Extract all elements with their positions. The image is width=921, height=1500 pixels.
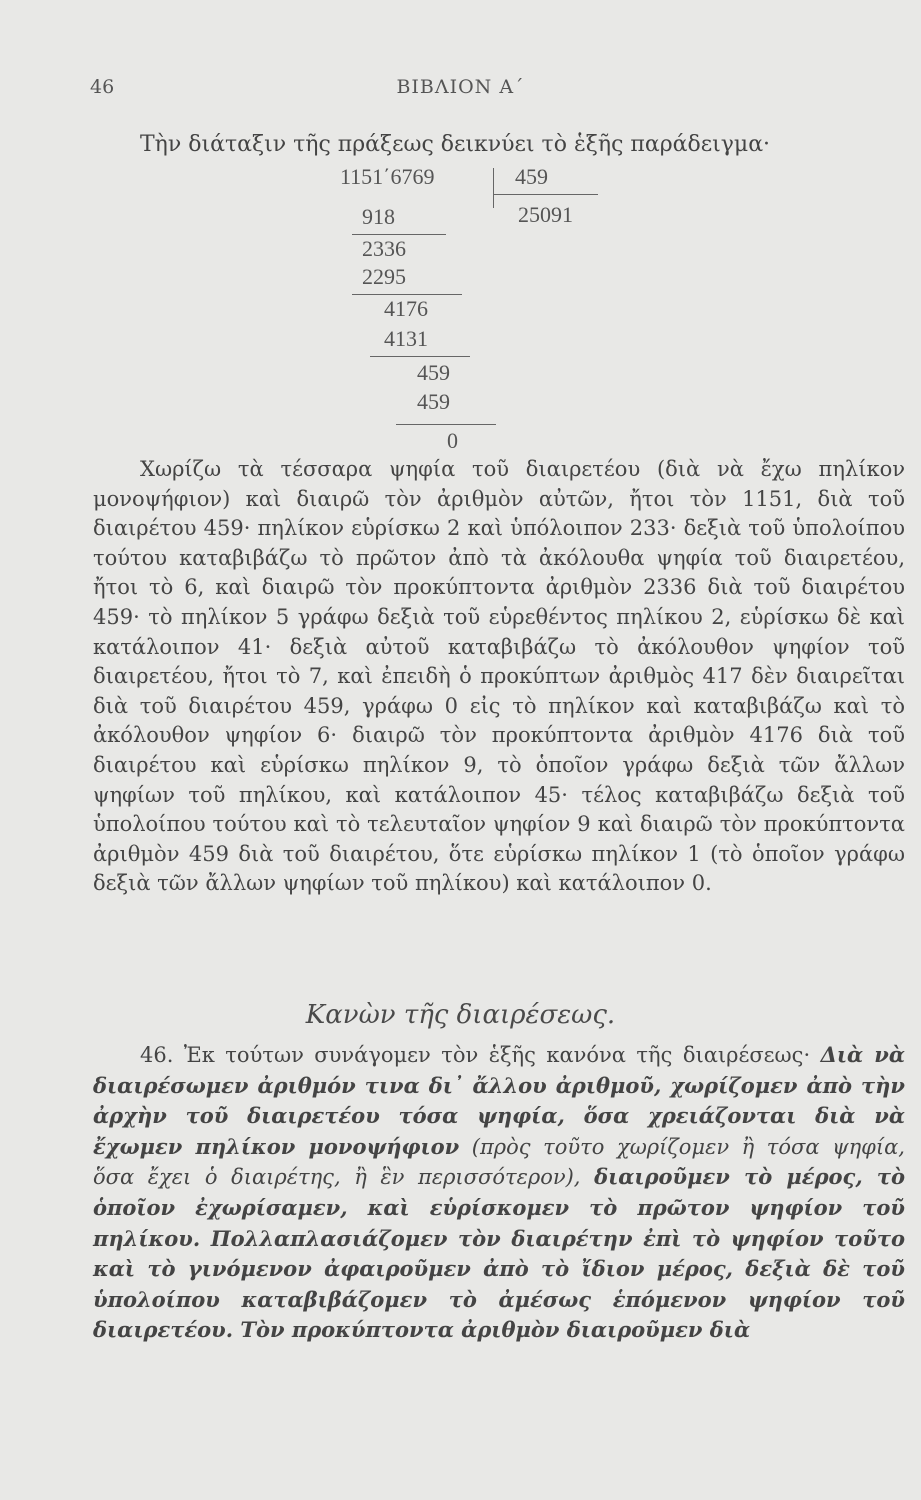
- step-4: 4176: [384, 296, 428, 321]
- step-8: 0: [447, 428, 458, 453]
- step-rule-3: [370, 356, 470, 357]
- step-3: 2295: [362, 264, 406, 289]
- rule-parenthetical: (πρὸς τοῦτο χωρίζομεν ἢ τόσα ψηφία, ὅσα ἔχει ὁ διαιρέτης, ἢ ἓν περισσότερον),: [93, 1134, 905, 1190]
- divisor-underline: [494, 194, 598, 195]
- quotient: 25091: [518, 202, 573, 227]
- page-number: 46: [90, 76, 115, 98]
- rule-lead: 46. Ἐκ τούτων συνάγομεν τὸν ἑξῆς κανόνα τῆς διαιρέσεως·: [140, 1043, 811, 1067]
- step-6: 459: [417, 360, 450, 385]
- rule-bold-1: Διὰ νὰ διαιρέσωμεν ἀριθμόν τινα δι᾽ ἄλλου ἀριθμοῦ, χωρίζομεν ἀπὸ τὴν ἀρχὴν τοῦ διαιρετέου τόσα ψηφία, ὅσα χρειάζονται διὰ νὰ ἔχωμεν πηλίκον μονοψήφιον: [93, 1042, 905, 1159]
- section-heading: Κανὼν τῆς διαιρέσεως.: [305, 1000, 616, 1030]
- explanation-paragraph: [93, 455, 905, 899]
- intro-line: Τὴν διάταξιν τῆς πράξεως δεικνύει τὸ ἑξῆς παράδειγμα·: [140, 132, 771, 157]
- step-1: 918: [362, 204, 395, 229]
- divisor-vertical-bar: [493, 168, 494, 208]
- rule-paragraph: [93, 1040, 905, 1346]
- division-rule: [93, 1040, 905, 1346]
- rule-bold-2: διαιροῦμεν τὸ μέρος, τὸ ὁποῖον ἐχωρίσαμεν, καὶ εὑρίσκομεν τὸ πρῶτον ψηφίον τοῦ πηλίκου. Πολλαπλασιάζομεν τὸν διαιρέτην ἐπὶ τὸ ψηφίον τοῦτο καὶ τὸ γινόμενον ἀφαιροῦμεν ἀπὸ τὸ ἴδιον μέρος, δεξιὰ δὲ τοῦ ὑπολοίπου καταβιβάζομεν τὸ ἀμέσως ἑπόμενον ψηφίον τοῦ διαιρετέου. Τὸν προκύπτοντα ἀριθμὸν διαιροῦμεν διὰ: [93, 1164, 906, 1343]
- step-7: 459: [417, 389, 450, 414]
- running-head: ΒΙΒΛΙΟΝ Α΄: [396, 76, 525, 98]
- step-2: 2336: [362, 236, 406, 261]
- long-division: [0, 0, 921, 460]
- paragraph-text: Χωρίζω τὰ τέσσαρα ψηφία τοῦ διαιρετέου (διὰ νὰ ἔχω πηλίκον μονοψήφιον) καὶ διαιρῶ τὸν ἀριθμὸν αὐτῶν, ἤτοι τὸν 1151, διὰ τοῦ διαιρέτου 459· πηλίκον εὑρίσκω 2 καὶ ὑπόλοιπον 233· δεξιὰ τοῦ ὑπολοίπου τούτου καταβιβάζω τὸ πρῶτον ἀπὸ τὰ ἀκόλουθα ψηφία τοῦ διαιρετέου, ἤτοι τὸ 6, καὶ διαιρῶ τὸν προκύπτοντα ἀριθμὸν 2336 διὰ τοῦ διαιρέτου 459· τὸ πηλίκον 5 γράφω δεξιὰ τοῦ εὑρεθέντος πηλίκου 2, εὑρίσκω δὲ καὶ κατάλοιπον 41· δεξιὰ αὐτοῦ καταβιβάζω τὸ ἀκόλουθον ψηφίον τοῦ διαιρετέου, ἤτοι τὸ 7, καὶ ἐπειδὴ ὁ προκύπτων ἀριθμὸς 417 δὲν διαιρεῖται διὰ τοῦ διαιρέτου 459, γράφω 0 εἰς τὸ πηλίκον καὶ καταβιβάζω καὶ τὸ ἀκόλουθον ψηφίον 6· διαιρῶ τὸν προκύπτοντα ἀριθμὸν 4176 διὰ τοῦ διαιρέτου καὶ εὑρίσκω πηλίκον 9, τὸ ὁποῖον γράφω δεξιὰ τῶν ἄλλων ψηφίων τοῦ πηλίκου, καὶ κατάλοιπον 45· τέλος καταβιβάζω δεξιὰ τοῦ ὑπολοίπου τούτου καὶ τὸ τελευταῖον ψηφίον 9 καὶ διαιρῶ τὸν προκύπτοντα ἀριθμὸν 459 διὰ τοῦ διαιρέτου, ὅτε εὑρίσκω πηλίκον 1 (τὸ ὁποῖον γράφω δεξιὰ τῶν ἄλλων ψηφίων τοῦ πηλίκου) καὶ κατάλοιπον 0.: [93, 457, 905, 896]
- dividend: 1151΄6769: [340, 164, 435, 189]
- step-rule-1: [352, 234, 446, 235]
- step-5: 4131: [384, 326, 428, 351]
- step-rule-4: [396, 424, 496, 425]
- step-rule-2: [352, 294, 462, 295]
- divisor: 459: [515, 164, 548, 189]
